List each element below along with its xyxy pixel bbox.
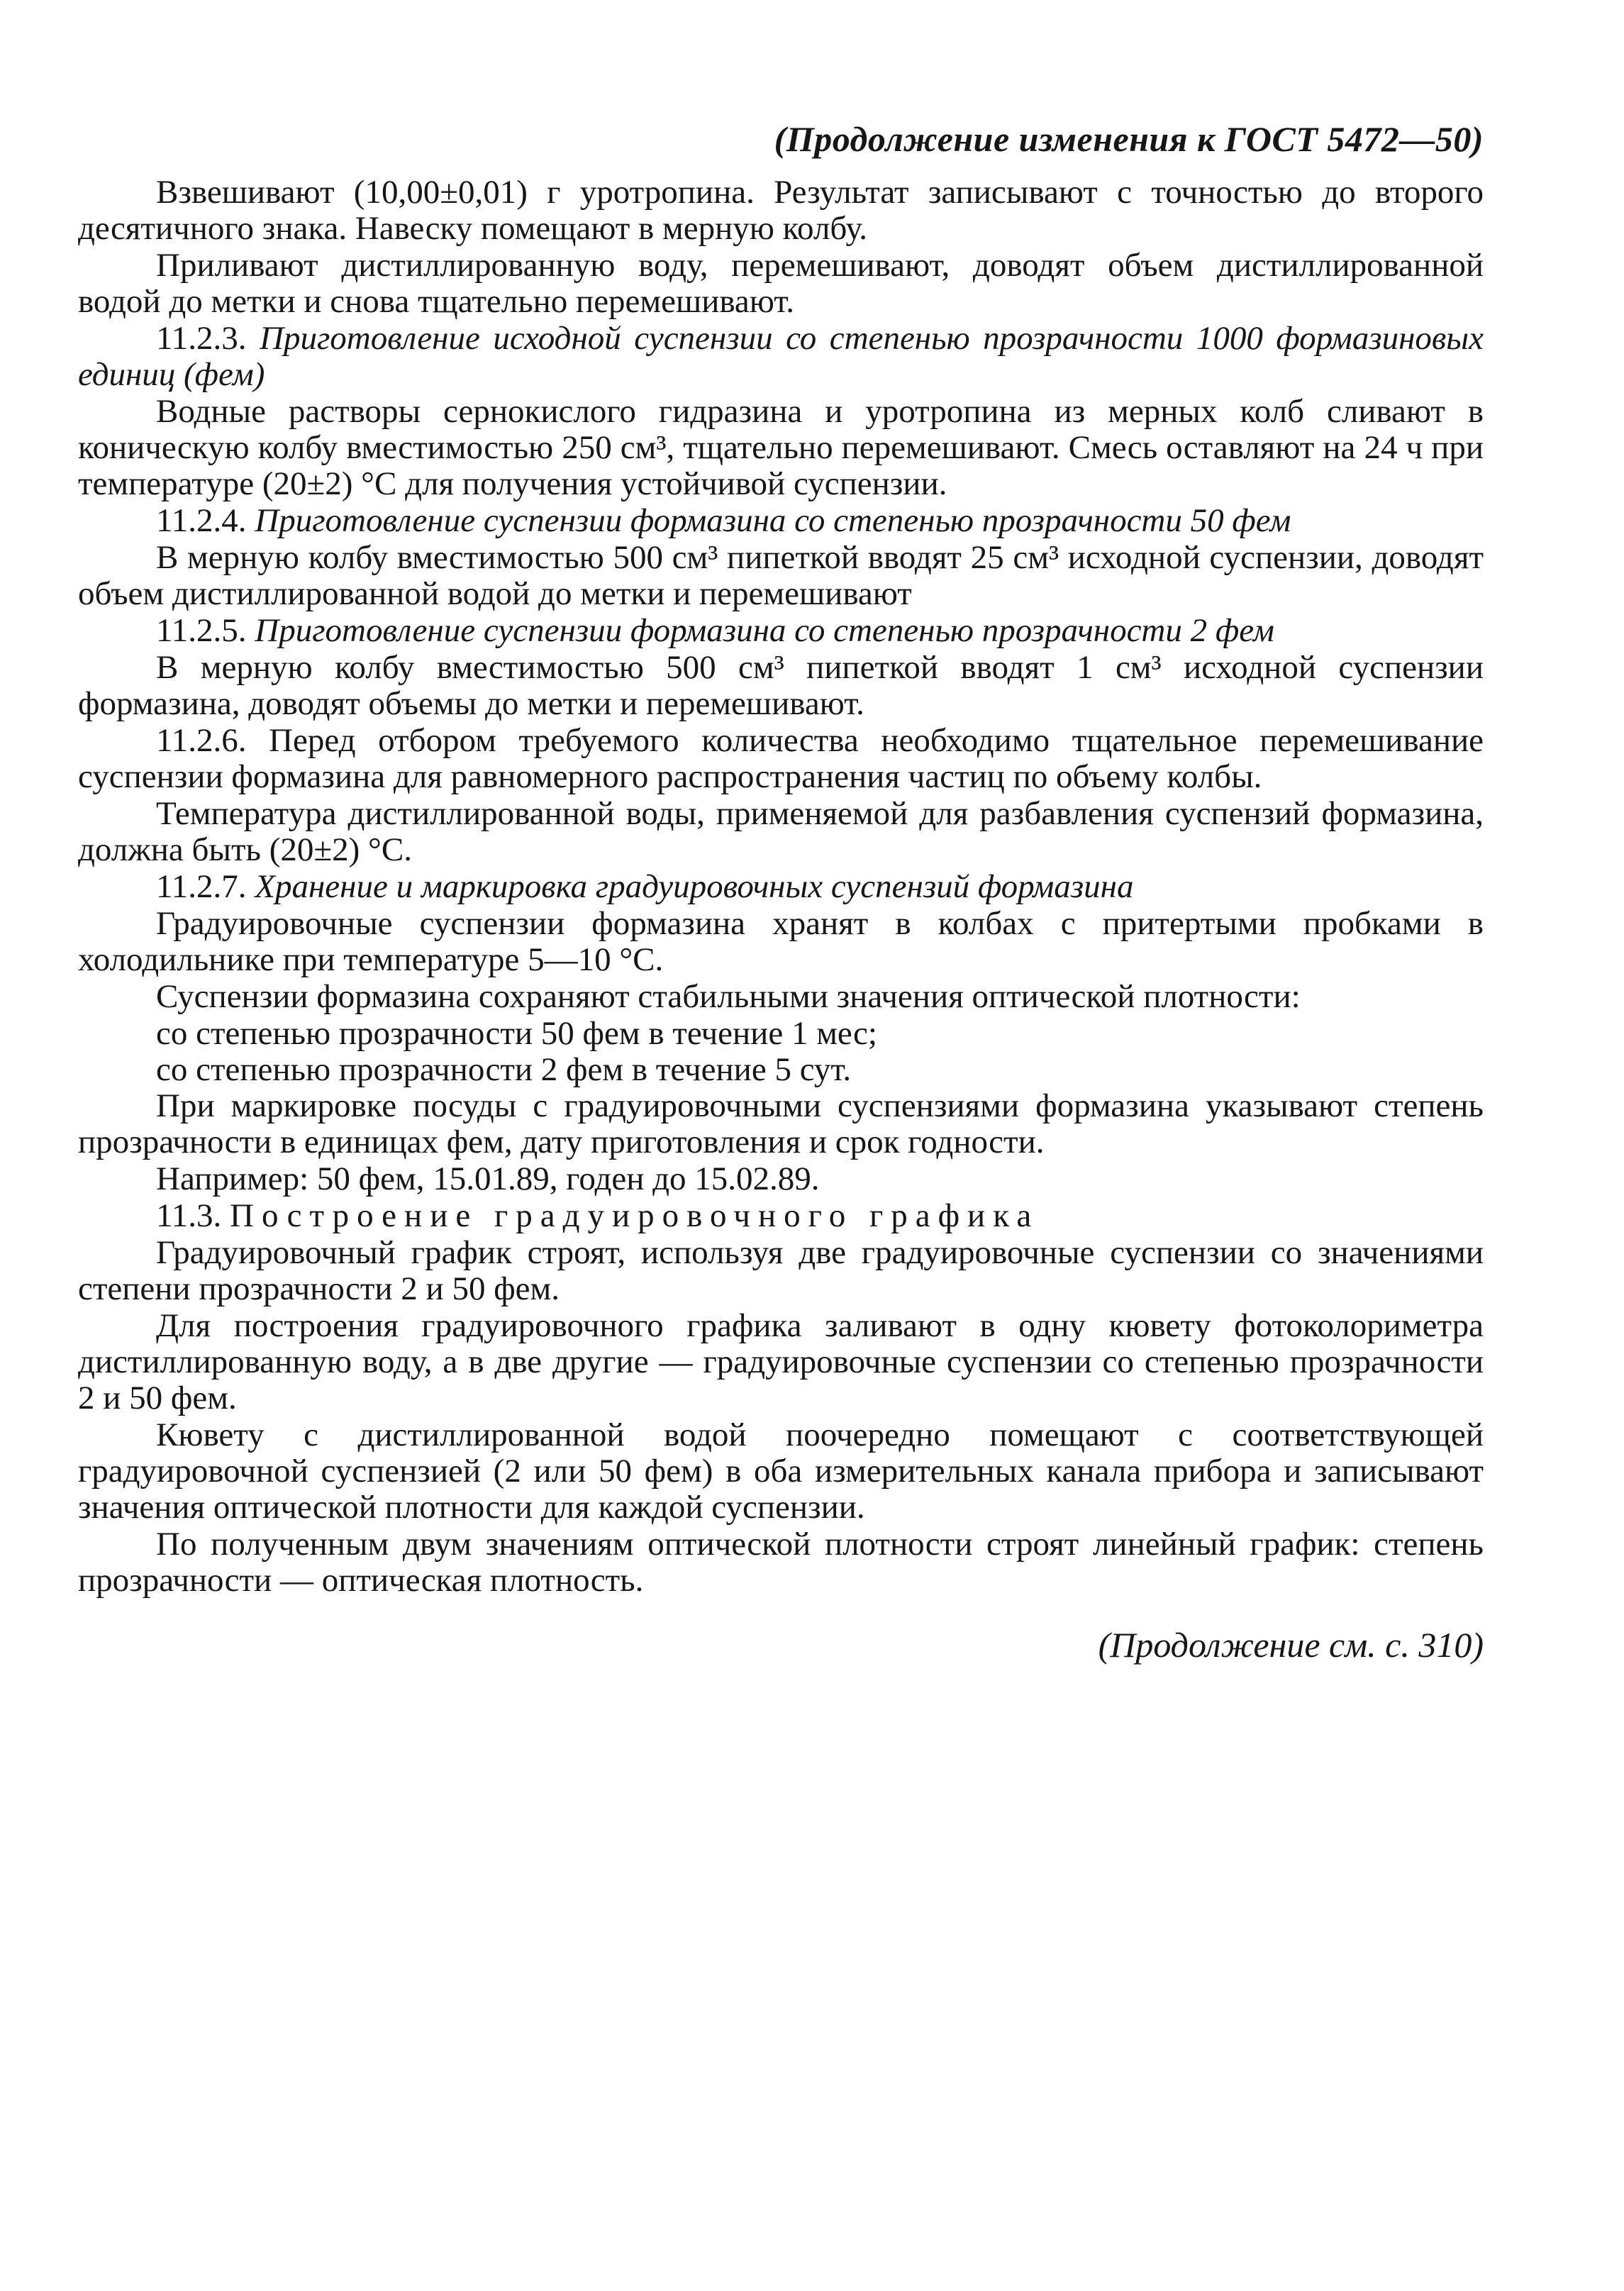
section-number: 11.2.4. (156, 502, 247, 539)
section-title: Приготовление суспензии формазина со степенью прозрачности 2 фем (255, 612, 1274, 649)
section-title: Построение градуировочного графика (230, 1197, 1040, 1234)
section-title: Хранение и маркировка градуировочных суспензий формазина (255, 868, 1134, 905)
paragraph: Температура дистиллированной воды, применяемой для разбавления суспензий формазина, должна быть (20±2) °С. (78, 795, 1484, 868)
paragraph: Градуировочные суспензии формазина хранят в колбах с притертыми пробками в холодильнике при температуре 5—10 °С. (78, 905, 1484, 978)
paragraph: В мерную колбу вместимостью 500 см³ пипеткой вводят 25 см³ исходной суспензии, доводят объем дистиллированной водой до метки и перемешивают (78, 539, 1484, 612)
section-number: 11.2.3. (156, 320, 247, 357)
list-item: со степенью прозрачности 50 фем в течение 1 мес; (156, 1015, 877, 1052)
page-header: (Продолжение изменения к ГОСТ 5472—50) (774, 119, 1484, 159)
paragraph: Для построения градуировочного графика заливают в одну кювету фотоколориметра дистиллированную воду, а в две другие — градуировочные суспензии со степенью прозрачности 2 и 50 фем. (78, 1307, 1484, 1416)
section-heading-11-2-3 (78, 321, 1484, 393)
section-number: 11.2.7. (156, 868, 247, 905)
section-title: Приготовление исходной суспензии со степенью прозрачности 1000 формазиновых единиц (фем) (78, 320, 1484, 393)
section-heading-11-3 (78, 1198, 1484, 1234)
section-heading-11-2-5 (78, 613, 1484, 649)
paragraph: Например: 50 фем, 15.01.89, годен до 15.02.89. (156, 1160, 820, 1197)
paragraph: Приливают дистиллированную воду, перемешивают, доводят объем дистиллированной водой до метки и снова тщательно перемешивают. (78, 247, 1484, 320)
page-footer: (Продолжение см. с. 310) (1098, 1625, 1484, 1665)
document-page (78, 119, 1484, 1663)
paragraph: При маркировке посуды с градуировочными суспензиями формазина указывают степень прозрачности в единицах фем, дату приготовления и срок годности. (78, 1087, 1484, 1160)
paragraph: Суспензии формазина сохраняют стабильными значения оптической плотности: (156, 978, 1301, 1015)
paragraph: 11.2.6. Перед отбором требуемого количества необходимо тщательное перемешивание суспензии формазина для равномерного распространения частиц по объему колбы. (78, 722, 1484, 795)
paragraph: Водные растворы сернокислого гидразина и уротропина из мерных колб сливают в коническую колбу вместимостью 250 см³, тщательно перемешивают. Смесь оставляют на 24 ч при температуре (20±2) °С для получения устойчивой суспензии. (78, 393, 1484, 502)
paragraph: Взвешивают (10,00±0,01) г уротропина. Результат записывают с точностью до второго десятичного знака. Навеску помещают в мерную колбу. (78, 174, 1484, 247)
paragraph: По полученным двум значениям оптической плотности строят линейный график: степень прозрачности — оптическая плотность. (78, 1526, 1484, 1599)
paragraph: В мерную колбу вместимостью 500 см³ пипеткой вводят 1 см³ исходной суспензии формазина, доводят объемы до метки и перемешивают. (78, 649, 1484, 722)
section-heading-11-2-4 (78, 503, 1484, 539)
paragraph: Градуировочный график строят, используя две градуировочные суспензии со значениями степени прозрачности 2 и 50 фем. (78, 1234, 1484, 1307)
section-number: 11.3. (156, 1197, 222, 1234)
section-title: Приготовление суспензии формазина со степенью прозрачности 50 фем (255, 502, 1291, 539)
section-heading-11-2-7 (78, 869, 1484, 905)
list-item: со степенью прозрачности 2 фем в течение 5 сут. (156, 1051, 852, 1088)
paragraph: Кювету с дистиллированной водой поочередно помещают с соответствующей градуировочной суспензией (2 или 50 фем) в оба измерительных канала прибора и записывают значения оптической плотности для каждой суспензии. (78, 1416, 1484, 1526)
section-number: 11.2.5. (156, 612, 247, 649)
